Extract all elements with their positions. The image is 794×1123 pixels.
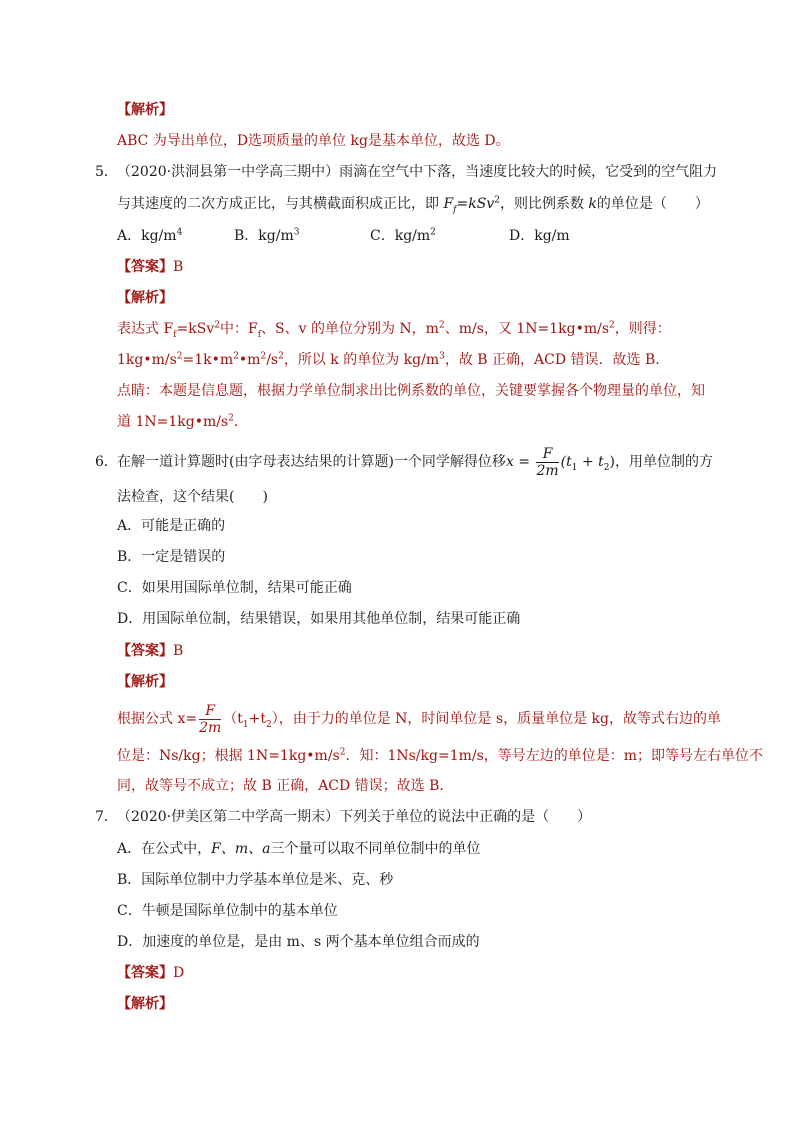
question-5-option-c: C．$kg/m^2$: [370, 227, 436, 244]
question-6-option-d: D．用国际单位制，结果错误，如果用其他单位制，结果可能正确: [117, 611, 521, 627]
question-5-answer: 【答案】B: [117, 259, 184, 275]
question-7-analysis-heading: 【解析】: [117, 996, 173, 1012]
question-5-explanation-line1: 表达式 $F_f=kSv^2$中：$F_f$、S、v 的单位分别为 N，$m^2$、m/s，又 $1N=1kg•m/s^2$，则得：: [117, 320, 671, 340]
question-7-number: 7．: [95, 809, 118, 825]
question-5-line1: （2020·洪洞县第一中学高三期中）雨滴在空气中下落，当速度比较大的时候，它受到的空气阻力: [117, 164, 718, 180]
question-5-line2: 与其速度的二次方成正比，与其横截面积成正比，即 $F_f=kSv^2$，则比例系数 k的单位是（ ）: [117, 195, 709, 215]
question-6-explanation-line1: 根据公式 x= $\frac{F}{2m}$ $(t_1+t_2)$，由于力的单位是 N，时间单位是 s，质量单位是 kg，故等式右边的单: [117, 702, 721, 736]
question-7-option-c: C．牛顿是国际单位制中的基本单位: [117, 903, 338, 919]
question-5-option-d: D．kg/m: [509, 228, 570, 244]
question-6-number: 6．: [95, 454, 118, 470]
question-5-note-line2: 道 $1N=1kg•m/s^2$．: [117, 413, 248, 430]
question-6-explanation-line2: 位是：Ns/kg；根据 $1N=1kg•m/s^2$．知：1Ns/kg=1m/s，等号左边的单位是：m；即等号左右单位不: [117, 747, 764, 764]
question-5-option-b: B．$kg/m^3$: [234, 227, 300, 244]
question-5-number: 5．: [95, 164, 118, 180]
question-6-line2: 法检查，这个结果( ): [117, 489, 268, 505]
question-7-option-d: D．加速度的单位是，是由 m、s 两个基本单位组合而成的: [117, 934, 480, 950]
question-6-explanation-line3: 同，故等号不成立；故 B 正确，ACD 错误；故选 B．: [117, 778, 454, 794]
question-6-line1: 在解一道计算题时(由字母表达结果的计算题)一个同学解得位移x = $\frac{F}{2m}$ $(t_1 + t_2)$，用单位制的方: [117, 445, 713, 479]
analysis-heading: 【解析】: [117, 102, 173, 118]
question-7-line1: （2020·伊美区第二中学高一期末）下列关于单位的说法中正确的是（ ）: [117, 809, 592, 825]
question-5-explanation-line2: $1kg•m/s^2=1k•m^2•m^2/s^2$，所以 k 的单位为 $kg/m^3$，故 B 正确，ACD 错误．故选 B.: [117, 351, 660, 368]
question-6-answer: 【答案】B: [117, 643, 184, 659]
question-6-option-b: B．一定是错误的: [117, 549, 226, 565]
question-6-option-a: A．可能是正确的: [117, 518, 226, 534]
question-5-analysis-heading: 【解析】: [117, 290, 173, 306]
question-7-answer: 【答案】D: [117, 965, 185, 981]
question-5-note-line1: 点睛：本题是信息题，根据力学单位制求出比例系数的单位，关键要掌握各个物理量的单位，知: [117, 383, 705, 399]
question-5-option-a: A．$kg/m^4$: [117, 227, 183, 244]
analysis-text: ABC 为导出单位，D选项质量的单位 kg是基本单位，故选 D。: [117, 133, 510, 149]
question-7-option-b: B．国际单位制中力学基本单位是米、克、秒: [117, 872, 394, 888]
question-6-option-c: C．如果用国际单位制，结果可能正确: [117, 580, 352, 596]
question-6-fraction: $\frac{F}{2m}$: [536, 445, 559, 479]
question-6-explanation-fraction: $\frac{F}{2m}$: [199, 702, 222, 736]
question-6-analysis-heading: 【解析】: [117, 674, 173, 690]
question-7-option-a: A．在公式中，F、m、a三个量可以取不同单位制中的单位: [117, 841, 481, 857]
